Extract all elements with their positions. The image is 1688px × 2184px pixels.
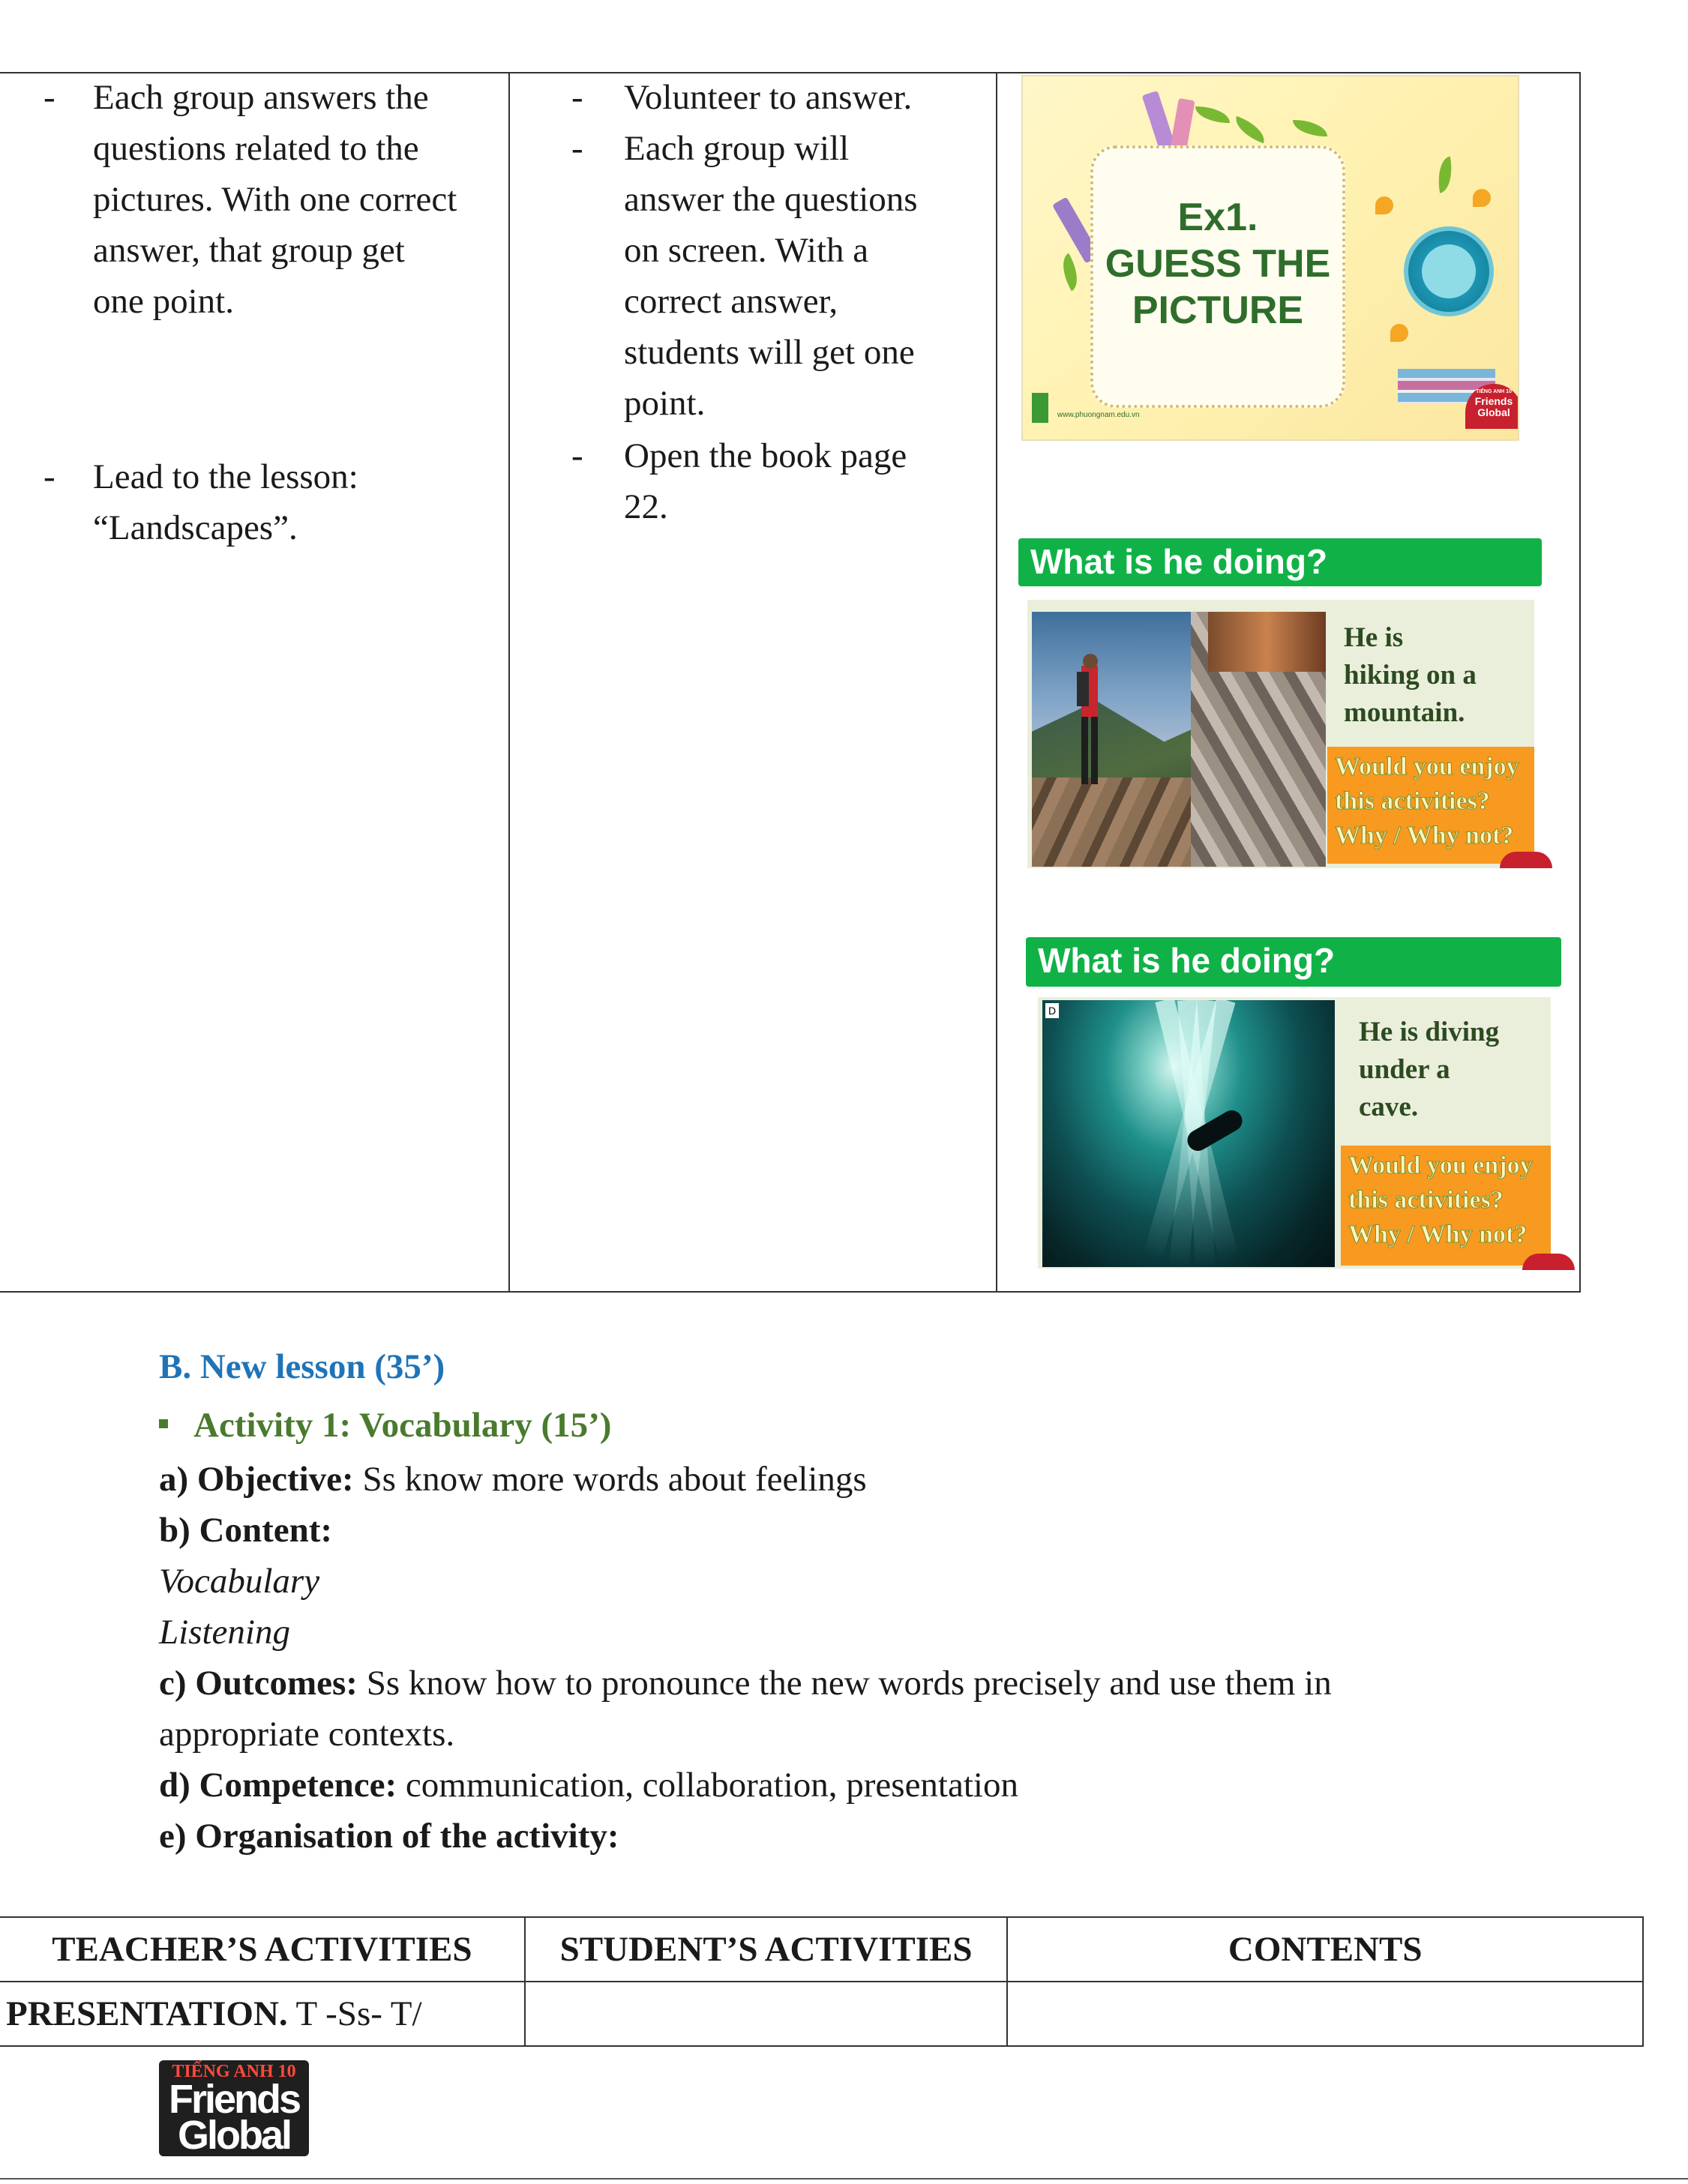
clock-face	[1422, 244, 1476, 298]
slide-title-line: Ex1.	[1177, 196, 1258, 239]
badge-small-text: TIẾNG ANH 10	[1476, 389, 1512, 394]
header-contents: CONTENTS	[1007, 1917, 1643, 1982]
content-label: b) Content:	[159, 1511, 333, 1550]
flower-decoration	[1390, 324, 1408, 342]
publisher-logo-icon	[1032, 393, 1048, 423]
text-line: point.	[624, 384, 706, 423]
footer-divider	[0, 2178, 1688, 2180]
text-line: answer the questions	[624, 180, 918, 219]
slide-guess-the-picture	[1021, 75, 1519, 441]
text-line: correct answer,	[624, 282, 838, 321]
slide-url: www.phuongnam.edu.vn	[1057, 411, 1140, 419]
teacher-activity-item	[43, 72, 501, 327]
header-student: STUDENT’S ACTIVITIES	[525, 1917, 1008, 1982]
text-line: one point.	[93, 282, 234, 321]
hiker-figure	[1071, 651, 1108, 801]
text-line: Each group will	[624, 129, 850, 168]
student-activity-item	[571, 123, 991, 430]
question-bar: What is he doing?	[1026, 937, 1561, 987]
discussion-prompt: Would you enjoy this activities? Why / Why not?	[1327, 747, 1534, 864]
square-bullet-icon	[159, 1419, 168, 1428]
text-line: pictures. With one correct	[93, 180, 457, 219]
student-activity-item	[571, 72, 991, 124]
leaf-decoration	[1195, 106, 1230, 123]
diving-photo	[1042, 1000, 1335, 1267]
slide-title-line: GUESS THE	[1105, 242, 1331, 286]
discussion-prompt: Would you enjoy this activities? Why / Why not?	[1341, 1146, 1551, 1266]
slide-title-line: PICTURE	[1132, 289, 1304, 332]
table-header-row	[0, 1917, 1643, 1982]
leaf-decoration	[1231, 116, 1270, 143]
answer-text: He is diving under a cave.	[1359, 1017, 1500, 1122]
empty-cell	[1007, 1982, 1643, 2046]
table-right-border	[1579, 72, 1581, 1293]
leaf-decoration	[1293, 120, 1327, 136]
badge-corner-icon	[1500, 852, 1552, 868]
table-row	[0, 1982, 1643, 2046]
leaf-decoration	[1054, 253, 1086, 292]
flower-decoration	[1375, 196, 1393, 214]
photo-marker: D	[1045, 1003, 1059, 1018]
column-divider	[996, 72, 997, 1293]
outcomes-line-continued: appropriate contexts.	[159, 1715, 455, 1754]
column-divider	[508, 72, 510, 1293]
friends-global-logo: TIẾNG ANH 10 Friends Global	[159, 2060, 309, 2156]
text-line: Open the book page	[624, 436, 907, 475]
activity-title: Activity 1: Vocabulary (15’)	[159, 1401, 611, 1450]
text-line: answer, that group get	[93, 231, 405, 270]
alarm-clock-icon	[1404, 226, 1494, 316]
leaf-decoration	[1434, 156, 1456, 193]
empty-cell	[525, 1982, 1008, 2046]
title-frame	[1090, 145, 1345, 408]
answer-text: He is hiking on a mountain.	[1344, 622, 1477, 728]
objective-line: a) Objective: Ss know more words about feelings	[159, 1460, 867, 1499]
friends-global-badge	[1465, 384, 1519, 429]
text-line: 22.	[624, 487, 668, 526]
badge-text: Global	[1477, 406, 1510, 418]
activity-table-bottom	[0, 1916, 1644, 2047]
dash-bullet: -	[571, 436, 583, 475]
header-teacher: TEACHER’S ACTIVITIES	[0, 1917, 525, 1982]
text-line: Lead to the lesson:	[93, 457, 358, 496]
text-line: Volunteer to answer.	[624, 78, 913, 117]
slide-hiking	[1027, 600, 1534, 868]
teacher-activity-item	[43, 451, 501, 556]
organisation-label: e) Organisation of the activity:	[159, 1817, 619, 1856]
badge-text: Friends	[1474, 395, 1513, 407]
hiking-photo	[1032, 612, 1326, 867]
dash-bullet: -	[43, 78, 55, 117]
badge-corner-icon	[1522, 1254, 1575, 1270]
flower-decoration	[1473, 189, 1491, 207]
dash-bullet: -	[571, 78, 583, 117]
content-item: Vocabulary	[159, 1562, 320, 1601]
text-line: on screen. With a	[624, 231, 869, 270]
dash-bullet: -	[571, 129, 583, 168]
section-title: B. New lesson (35’)	[159, 1347, 445, 1386]
text-line: questions related to the	[93, 129, 419, 168]
content-item: Listening	[159, 1613, 290, 1652]
slide-diving	[1038, 997, 1551, 1269]
text-line: Each group answers the	[93, 78, 429, 117]
dash-bullet: -	[43, 457, 55, 496]
student-activity-item	[571, 430, 991, 535]
presentation-cell: PRESENTATION. T -Ss- T/	[0, 1982, 525, 2046]
competence-line: d) Competence: communication, collaboration, presentation	[159, 1766, 1018, 1805]
text-line: students will get one	[624, 333, 915, 372]
question-bar: What is he doing?	[1018, 538, 1542, 586]
outcomes-line: c) Outcomes: Ss know how to pronounce the new words precisely and use them in	[159, 1664, 1332, 1703]
text-line: “Landscapes”.	[93, 508, 298, 547]
